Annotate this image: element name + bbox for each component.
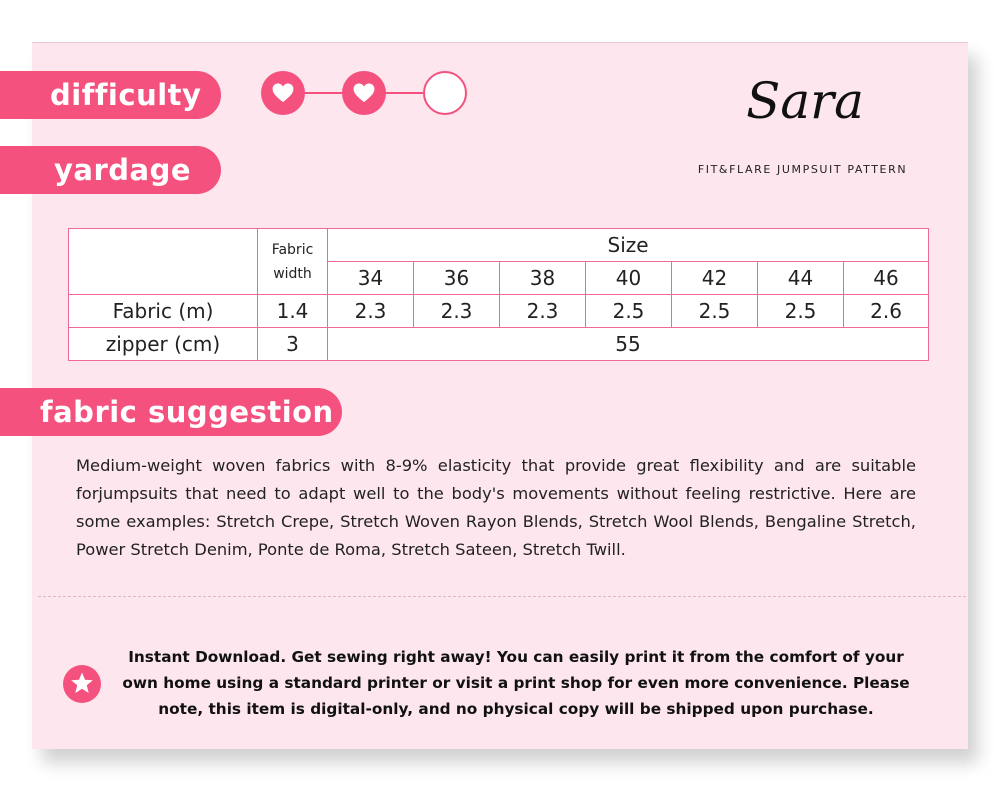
fabric-amount-cell: 2.5 bbox=[586, 295, 672, 328]
fabric-amount-cell: 2.3 bbox=[414, 295, 500, 328]
table-row bbox=[69, 295, 929, 328]
fabric-amount-cell: 2.6 bbox=[844, 295, 929, 328]
yardage-table bbox=[68, 228, 929, 361]
fabric-description: Medium-weight woven fabrics with 8-9% elasticity that provide great flexibility and are suitable forjumpsuits that need to adapt well to the body's movements without feeling restrictive. Here are some examples: Stretch Crepe, Stretch Woven Rayon Blends, Stretch Wool Blends, Bengaline Stretch, Power Stretch Denim, Ponte de Roma, Stretch Sateen, Stretch Twill. bbox=[76, 456, 916, 559]
rating-connector bbox=[305, 92, 342, 94]
difficulty-rating bbox=[261, 71, 466, 115]
size-cell: 34 bbox=[328, 262, 414, 295]
fabric-amount-cell: 2.3 bbox=[500, 295, 586, 328]
star-icon bbox=[70, 671, 94, 695]
row-width: 1.4 bbox=[258, 295, 328, 328]
zipper-length: 55 bbox=[328, 328, 929, 361]
row-label: Fabric (m) bbox=[69, 295, 258, 328]
table-corner-cell bbox=[69, 229, 258, 295]
size-cell: 42 bbox=[672, 262, 758, 295]
size-cell: 44 bbox=[758, 262, 844, 295]
rating-dot-filled bbox=[261, 71, 305, 115]
yardage-header: yardage bbox=[0, 146, 221, 194]
row-label: zipper (cm) bbox=[69, 328, 258, 361]
heart-icon bbox=[272, 83, 294, 103]
size-cell: 46 bbox=[844, 262, 929, 295]
instant-download-notice: Instant Download. Get sewing right away! You can easily print it from the comfort of your own home using a standard printer or visit a print shop for even more convenience. Please note, this item is digital-only, and no physical copy will be shipped upon purchase. bbox=[122, 648, 910, 718]
size-cell: 38 bbox=[500, 262, 586, 295]
rating-dot-filled bbox=[342, 71, 386, 115]
section-divider bbox=[38, 596, 966, 597]
row-width: 3 bbox=[258, 328, 328, 361]
size-cell: 40 bbox=[586, 262, 672, 295]
star-badge bbox=[63, 665, 101, 703]
brand-subtitle: FIT&FLARE JUMPSUIT PATTERN bbox=[697, 163, 908, 176]
fabric-amount-cell: 2.3 bbox=[328, 295, 414, 328]
heart-icon bbox=[353, 83, 375, 103]
difficulty-header: difficulty bbox=[0, 71, 221, 119]
rating-dot-empty bbox=[423, 71, 467, 115]
size-header: Size bbox=[328, 229, 929, 262]
brand-name: Sara bbox=[746, 72, 864, 130]
fabric-width-header: Fabric width bbox=[258, 229, 328, 295]
fabric-amount-cell: 2.5 bbox=[672, 295, 758, 328]
fabric-suggestion-header: fabric suggestion bbox=[0, 388, 342, 436]
fabric-amount-cell: 2.5 bbox=[758, 295, 844, 328]
table-row bbox=[69, 328, 929, 361]
rating-connector bbox=[386, 92, 423, 94]
size-cell: 36 bbox=[414, 262, 500, 295]
